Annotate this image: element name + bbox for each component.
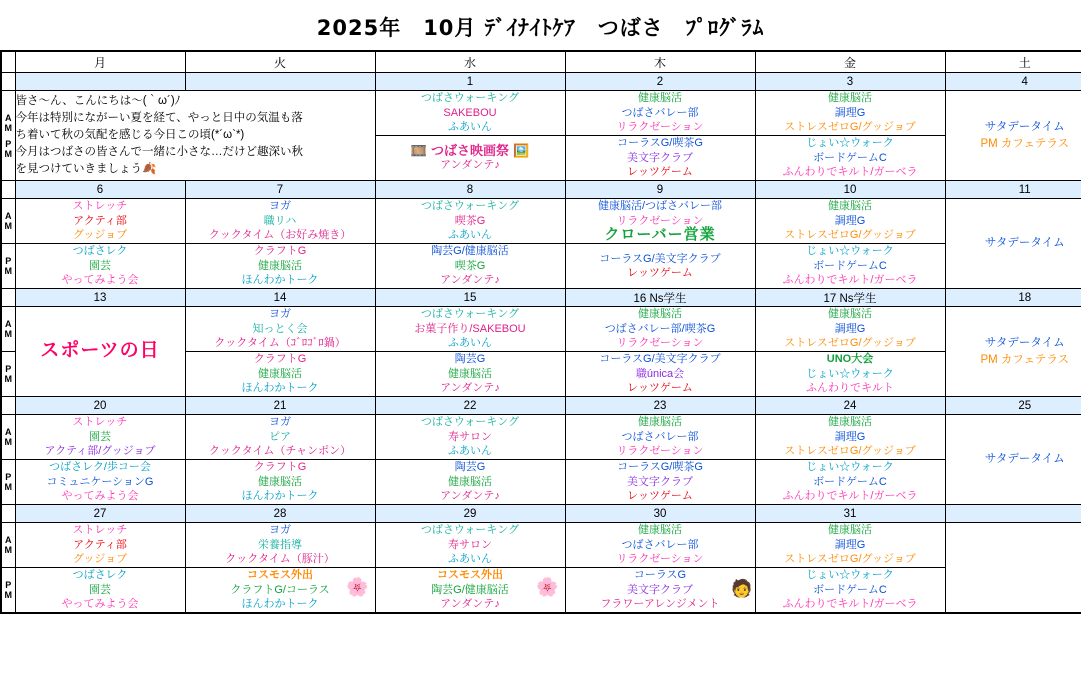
activity: ストレスゼロG/グッジョブ [784,553,916,566]
activity: サタデータイム [984,453,1065,465]
cell-wed-am [375,199,565,244]
film-festival-banner [376,144,565,159]
cell-sat-18 [945,307,1081,397]
flower-icon: 🌸 [536,577,559,598]
activity: 調理G [834,214,866,227]
week4-daynum-row [1,397,1081,415]
activity: ふあいん [448,121,492,134]
activity: じょい☆ウォーク [806,137,894,150]
holiday-label: スポーツの日 [40,340,160,362]
activity: 健康脳活 [638,524,682,537]
cell-mon-pm [15,460,185,505]
daynum-23: 23 [565,397,755,415]
activity: 寿サロン [448,430,492,443]
activity: ふあいん [448,553,492,566]
activity: 健康脳活 [638,92,682,105]
ampm-label-pm: P M [1,568,15,614]
activity: コーラスG [633,569,687,582]
cell-sat-1 [945,91,1081,181]
daynum-29: 29 [375,505,565,523]
note-line: ち着いて秋の気配を感じる今日この頃(*´ω`*) [15,129,245,141]
activity: SAKEBOU [443,106,497,119]
activity: コーラスG/美文字クラブ [599,252,721,265]
activity: 健康脳活 [828,200,872,213]
activity: ふんわりでキルト/ガーベラ [782,490,918,503]
cell-thu-pm [565,244,755,289]
activity: 陶芸G [454,461,486,474]
activity: ストレッチ [72,416,128,429]
daynum-15: 15 [375,289,565,307]
daynum-25: 25 [945,397,1081,415]
activity: コーラスG/喫茶G [617,137,703,150]
cell-wed-pm [375,136,565,181]
activity: レッツゲーム [627,267,693,279]
daynum-28: 28 [185,505,375,523]
activity: ストレッチ [72,524,128,537]
activity: 健康脳活 [448,367,492,380]
daynum-1: 1 [375,73,565,91]
ampm-label-pm: P M [1,352,15,397]
week5-am-row [1,523,1081,568]
activity: じょい☆ウォーク [806,461,894,474]
activity: 陶芸G [454,353,486,366]
activity: ヨガ [269,308,291,321]
daynum-24: 24 [755,397,945,415]
activity: つばさバレー部 [621,538,699,551]
ampm-label-am: A M P M [1,91,15,181]
activity: ふあいん [448,445,492,458]
corner-cell [1,73,15,91]
activity: コーラスG/美文字クラブ [599,353,721,366]
activity: ほんわかトーク [241,274,319,287]
calendar-header-row [1,51,1081,73]
activity: 調理G [834,106,866,119]
daynum-blank [15,73,185,91]
clover-banner: クローバー営業 [604,226,716,244]
daynum-7: 7 [185,181,375,199]
activity: 美文字クラブ [627,583,693,596]
daynum-10: 10 [755,181,945,199]
activity: 健康脳活 [828,524,872,537]
flower-icon: 🌸 [346,577,369,598]
activity: リラクゼーション [616,445,704,458]
activity: クラフトG [253,461,307,474]
activity: つばさウォーキング [420,200,520,213]
dow-sat: 土 [945,51,1081,73]
cell-wed-am [375,307,565,352]
daynum-17: 17 Ns学生 [755,289,945,307]
activity: クラフトG [253,353,307,366]
activity: リラクゼーション [616,214,704,227]
cell-fri-pm [755,460,945,505]
ampm-label-am: A M [1,523,15,568]
corner-cell [1,181,15,199]
daynum-blank [185,73,375,91]
activity: 栄養指導 [258,538,302,551]
activity: アクティ部 [73,538,127,551]
daynum-3: 3 [755,73,945,91]
cell-thu-am [565,307,755,352]
daynum-31: 31 [755,505,945,523]
cell-fri-pm [755,352,945,397]
monthly-note [15,91,375,181]
cell-thu-pm [565,136,755,181]
week2-am-row [1,199,1081,244]
activity: 職única会 [635,367,685,380]
activity: 園芸 [89,430,111,443]
cell-thu-pm [565,568,755,614]
activity: クックタイム（お好み焼き） [208,229,352,242]
week1-am-row [1,91,1081,136]
activity: レッツゲーム [627,166,693,179]
activity: つばさウォーキング [420,524,520,537]
activity: ふあいん [448,229,492,242]
activity: PM カフェテラス [980,353,1070,366]
cell-fri-am [755,415,945,460]
daynum-13: 13 [15,289,185,307]
corner-cell [1,289,15,307]
dow-mon: 月 [15,51,185,73]
activity: やってみよう会 [61,598,139,611]
activity: 健康脳活 [828,92,872,105]
activity: 調理G [834,322,866,335]
activity: グッジョブ [72,229,128,242]
activity: 職リハ [263,214,297,227]
activity: ふあいん [448,337,492,350]
cell-thu-am [565,523,755,568]
activity: ボードゲームC [813,475,887,488]
activity: ストレスゼロG/グッジョブ [784,337,916,350]
ampm-label-am: A M [1,199,15,244]
activity: 健康脳活 [828,416,872,429]
cell-tue-am [185,523,375,568]
activity: アンダンテ♪ [440,274,500,287]
note-line: 今月はつばさの皆さんで一緒に小さな…だけど趣深い秋 [15,146,303,158]
cell-tue-pm [185,244,375,289]
activity: ふんわりでキルト [806,382,894,395]
activity: ヨガ [269,416,291,429]
daynum-14: 14 [185,289,375,307]
activity: サタデータイム [984,336,1065,349]
activity: サタデータイム [984,237,1065,249]
movie-screen-icon: 🖼️ [513,142,530,158]
week2-pm-row [1,244,1081,289]
activity: ストレッチ [72,200,128,213]
cell-wed-pm [375,352,565,397]
cell-wed-pm [375,244,565,289]
cell-tue-pm [185,568,375,614]
week3-am-row [1,307,1081,352]
activity: 健康脳活 [828,308,872,321]
week2-daynum-row [1,181,1081,199]
activity: やってみよう会 [61,274,139,287]
activity: 園芸 [89,259,111,272]
cell-thu-pm [565,352,755,397]
activity: グッジョブ [72,553,128,566]
ampm-label-pm: P M [1,244,15,289]
activity: 健康脳活 [638,308,682,321]
activity: つばさバレー部 [621,106,699,119]
dow-tue: 火 [185,51,375,73]
cell-fri-am [755,307,945,352]
activity: ストレスゼロG/グッジョブ [784,121,916,134]
daynum-9: 9 [565,181,755,199]
activity: やってみよう会 [61,490,139,503]
activity: コミュニケーションG [46,475,154,488]
activity: コーラスG/喫茶G [617,461,703,474]
cell-sat-25 [945,415,1081,505]
dow-wed: 水 [375,51,565,73]
corner-cell [1,51,15,73]
activity: 調理G [834,430,866,443]
week4-pm-row [1,460,1081,505]
note-line: 今年は特別にながーい夏を経て、やっと日中の気温も落 [15,112,303,124]
week3-daynum-row [1,289,1081,307]
activity: 健康脳活 [638,416,682,429]
activity: 喫茶G [454,259,486,272]
note-line: を見つけていきましょう🍂 [15,163,157,175]
activity: つばさウォーキング [420,92,520,105]
activity: 美文字クラブ [627,151,693,164]
activity: お菓子作り/SAKEBOU [414,322,526,335]
activity: レッツゲーム [627,490,693,503]
activity: コスモス外出 [247,569,313,582]
cell-thu-pm [565,460,755,505]
cell-wed-pm [375,460,565,505]
activity: レッツゲーム [627,382,693,395]
activity: じょい☆ウォーク [806,569,894,582]
week5-daynum-row [1,505,1081,523]
activity: ほんわかトーク [241,598,319,611]
cell-thu-am [565,199,755,244]
cell-fri-am [755,523,945,568]
activity: ボードゲームC [813,151,887,164]
activity: つばさレク [72,569,128,582]
activity: アンダンテ♪ [440,490,500,503]
activity: 健康脳活 [448,475,492,488]
ampm-label-am: A M [1,307,15,352]
daynum-8: 8 [375,181,565,199]
activity: つばさレク/歩コー会 [49,461,151,474]
week1-daynum-row [1,73,1081,91]
activity: 美文字クラブ [627,475,693,488]
cell-sat-11 [945,199,1081,289]
cell-fri-pm [755,568,945,614]
activity: 寿サロン [448,538,492,551]
activity: アクティ部/グッジョブ [44,445,156,458]
activity: クラフトG [253,245,307,258]
cell-mon-pm [15,244,185,289]
cell-tue-am [185,307,375,352]
activity: クックタイム（豚汁） [225,553,335,566]
activity: ふんわりでキルト/ガーベラ [782,274,918,287]
cell-fri-am [755,91,945,136]
activity: 陶芸G/健康脳活 [431,245,509,258]
activity: アクティ部 [73,214,127,227]
activity: リラクゼーション [616,553,704,566]
daynum-blank [945,505,1081,523]
activity: 健康脳活 [258,259,302,272]
corner-cell [1,397,15,415]
person-icon: 🧑 [731,579,753,599]
activity: クラフトG/コーラス [230,583,330,596]
activity: フラワーアレンジメント [600,598,720,611]
activity: アンダンテ♪ [440,159,500,171]
dow-thu: 木 [565,51,755,73]
activity: 健康脳活/つばさバレー部 [597,200,723,213]
daynum-6: 6 [15,181,185,199]
page-title: 2025年 10月 ﾃﾞｲﾅｲﾄｹｱ つばさ ﾌﾟﾛｸﾞﾗﾑ [316,16,765,40]
activity: ストレスゼロG/グッジョブ [784,229,916,242]
cell-mon-am [15,523,185,568]
cell-wed-am [375,91,565,136]
week4-am-row [1,415,1081,460]
cell-tue-pm [185,352,375,397]
cell-tue-am [185,415,375,460]
activity: アンダンテ♪ [440,598,500,611]
daynum-16: 16 Ns学生 [565,289,755,307]
activity: つばさウォーキング [420,416,520,429]
activity: 喫茶G [454,214,486,227]
activity: 健康脳活 [258,475,302,488]
activity: リラクゼーション [616,337,704,350]
activity: 調理G [834,538,866,551]
daynum-11: 11 [945,181,1081,199]
activity: 健康脳活 [258,367,302,380]
activity: ピア [269,430,291,443]
activity: コスモス外出 [437,569,503,582]
cell-mon-holiday [15,307,185,397]
note-line: 皆さ～ん、こんにちは～(｀ω´)ﾉ [15,95,181,107]
cell-mon-pm [15,568,185,614]
activity: ヨガ [269,524,291,537]
activity: サタデータイム [984,120,1065,133]
daynum-30: 30 [565,505,755,523]
activity: ほんわかトーク [241,382,319,395]
daynum-20: 20 [15,397,185,415]
activity: つばさバレー部/喫茶G [604,322,716,335]
activity: UNO大会 [826,353,874,366]
week5-pm-row [1,568,1081,614]
activity: ストレスゼロG/グッジョブ [784,445,916,458]
ampm-label-pm: P M [1,460,15,505]
activity: クックタイム（ｺﾞﾛｺﾞﾛ鍋） [214,337,346,350]
cell-thu-am [565,91,755,136]
cell-fri-am [755,199,945,244]
cell-wed-am [375,523,565,568]
daynum-18: 18 [945,289,1081,307]
activity: ボードゲームC [813,583,887,596]
activity: つばさウォーキング [420,308,520,321]
film-reel-icon: 🎞️ [410,142,427,158]
activity: PM カフェテラス [980,137,1070,150]
activity: じょい☆ウォーク [806,245,894,258]
cell-fri-pm [755,136,945,181]
cell-thu-am [565,415,755,460]
activity: ヨガ [269,200,291,213]
cell-sat-blank [945,523,1081,614]
activity: 陶芸G/健康脳活 [431,583,509,596]
activity: クックタイム（チャンポン） [208,445,352,458]
activity: つばさレク [72,245,128,258]
activity: リラクゼーション [616,121,704,134]
daynum-21: 21 [185,397,375,415]
cell-mon-am [15,415,185,460]
ampm-label-am: A M [1,415,15,460]
dow-fri: 金 [755,51,945,73]
program-calendar [0,50,1081,614]
activity: じょい☆ウォーク [806,367,894,380]
daynum-4: 4 [945,73,1081,91]
cell-tue-pm [185,460,375,505]
activity: つばさバレー部 [621,430,699,443]
daynum-27: 27 [15,505,185,523]
activity: ほんわかトーク [241,490,319,503]
daynum-2: 2 [565,73,755,91]
cell-mon-am [15,199,185,244]
activity: ふんわりでキルト/ガーベラ [782,166,918,179]
cell-fri-pm [755,244,945,289]
activity: ボードゲームC [813,259,887,272]
activity: つばさ映画祭 [430,142,509,158]
cell-wed-pm [375,568,565,614]
cell-wed-am [375,415,565,460]
activity: ふんわりでキルト/ガーベラ [782,598,918,611]
activity: 園芸 [89,583,111,596]
daynum-22: 22 [375,397,565,415]
activity: 知っとく会 [252,322,308,335]
corner-cell [1,505,15,523]
cell-tue-am [185,199,375,244]
activity: アンダンテ♪ [440,382,500,395]
